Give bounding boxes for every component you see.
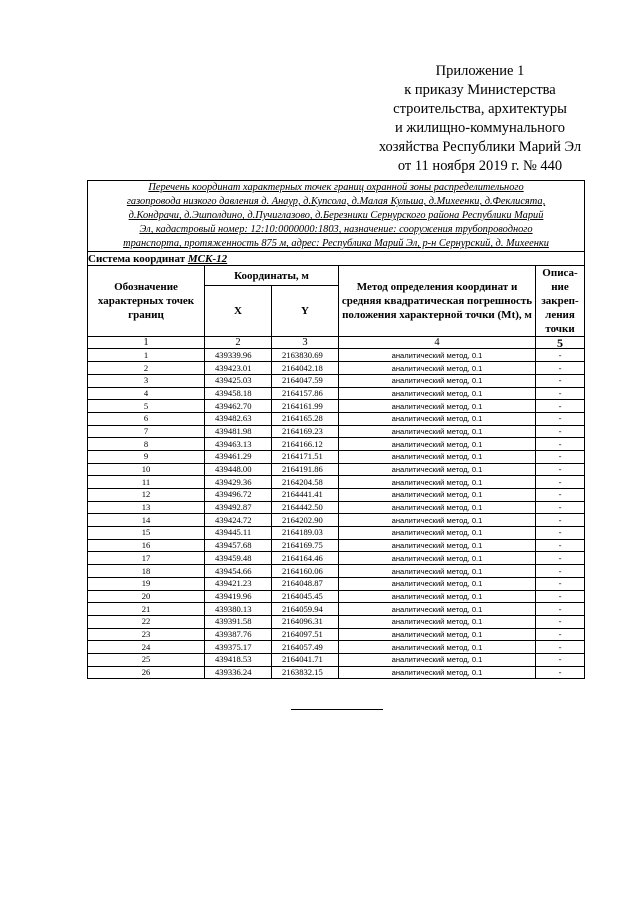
column-number: 5 xyxy=(536,337,585,349)
coordinate-system xyxy=(88,252,585,266)
coordinate-system-label: Система координат xyxy=(88,252,188,265)
description-cell: - xyxy=(536,438,585,451)
table-caption xyxy=(88,181,585,252)
caption-line: газопровода низкого давления д. Анаур, д.Купсола, д.Малая Кульша, д.Михеенки, д.Феклисята, xyxy=(126,196,546,208)
point-number-cell: 4 xyxy=(88,387,205,400)
x-coordinate-cell: 439429.36 xyxy=(205,476,272,489)
method-cell: аналитический метод, 0.1 xyxy=(339,552,536,565)
appendix-line: к приказу Министерства xyxy=(404,82,556,98)
table-row xyxy=(88,425,585,438)
point-number-cell: 11 xyxy=(88,476,205,489)
table-row xyxy=(88,476,585,489)
description-cell: - xyxy=(536,387,585,400)
table-row xyxy=(88,400,585,413)
description-cell: - xyxy=(536,362,585,375)
y-coordinate-cell: 2164165.28 xyxy=(272,412,339,425)
x-coordinate-cell: 439492.87 xyxy=(205,501,272,514)
x-coordinate-cell: 439459.48 xyxy=(205,552,272,565)
table-row xyxy=(88,501,585,514)
table-caption-row xyxy=(88,181,585,252)
table-row xyxy=(88,628,585,641)
y-coordinate-cell: 2163830.69 xyxy=(272,349,339,362)
caption-line: Перечень координат характерных точек границ охранной зоны распределительного xyxy=(148,182,524,193)
x-coordinate-cell: 439482.63 xyxy=(205,412,272,425)
coordinate-system-row xyxy=(88,252,585,266)
description-cell: - xyxy=(536,628,585,641)
y-coordinate-cell: 2164096.31 xyxy=(272,615,339,628)
method-cell: аналитический метод, 0.1 xyxy=(339,501,536,514)
header-coords: Координаты, м xyxy=(205,266,339,286)
table-row xyxy=(88,577,585,590)
point-number-cell: 25 xyxy=(88,653,205,666)
x-coordinate-cell: 439423.01 xyxy=(205,362,272,375)
point-number-cell: 2 xyxy=(88,362,205,375)
y-coordinate-cell: 2164059.94 xyxy=(272,603,339,616)
method-cell: аналитический метод, 0.1 xyxy=(339,412,536,425)
description-cell: - xyxy=(536,565,585,578)
y-coordinate-cell: 2163832.15 xyxy=(272,666,339,679)
method-cell: аналитический метод, 0.1 xyxy=(339,374,536,387)
x-coordinate-cell: 439380.13 xyxy=(205,603,272,616)
x-coordinate-cell: 439391.58 xyxy=(205,615,272,628)
method-cell: аналитический метод, 0.1 xyxy=(339,450,536,463)
x-coordinate-cell: 439448.00 xyxy=(205,463,272,476)
y-coordinate-cell: 2164161.99 xyxy=(272,400,339,413)
x-coordinate-cell: 439387.76 xyxy=(205,628,272,641)
method-cell: аналитический метод, 0.1 xyxy=(339,349,536,362)
description-cell: - xyxy=(536,412,585,425)
description-cell: - xyxy=(536,666,585,679)
y-coordinate-cell: 2164202.90 xyxy=(272,514,339,527)
x-coordinate-cell: 439424.72 xyxy=(205,514,272,527)
column-number: 3 xyxy=(272,337,339,349)
point-number-cell: 20 xyxy=(88,590,205,603)
x-coordinate-cell: 439375.17 xyxy=(205,641,272,654)
x-coordinate-cell: 439463.13 xyxy=(205,438,272,451)
method-cell: аналитический метод, 0.1 xyxy=(339,641,536,654)
point-number-cell: 18 xyxy=(88,565,205,578)
method-cell: аналитический метод, 0.1 xyxy=(339,489,536,502)
x-coordinate-cell: 439481.98 xyxy=(205,425,272,438)
description-cell: - xyxy=(536,603,585,616)
y-coordinate-cell: 2164057.49 xyxy=(272,641,339,654)
point-number-cell: 6 xyxy=(88,412,205,425)
description-cell: - xyxy=(536,450,585,463)
y-coordinate-cell: 2164191.86 xyxy=(272,463,339,476)
caption-line: Эл, кадастровый номер: 12:10:0000000:1803, назначение: сооружения трубопроводного xyxy=(139,224,533,236)
point-number-cell: 22 xyxy=(88,615,205,628)
y-coordinate-cell: 2164171.51 xyxy=(272,450,339,463)
point-number-cell: 14 xyxy=(88,514,205,527)
point-number-cell: 26 xyxy=(88,666,205,679)
table-row xyxy=(88,362,585,375)
point-number-cell: 24 xyxy=(88,641,205,654)
y-coordinate-cell: 2164041.71 xyxy=(272,653,339,666)
table-row xyxy=(88,565,585,578)
description-cell: - xyxy=(536,653,585,666)
description-cell: - xyxy=(536,374,585,387)
x-coordinate-cell: 439445.11 xyxy=(205,527,272,540)
x-coordinate-cell: 439336.24 xyxy=(205,666,272,679)
method-cell: аналитический метод, 0.1 xyxy=(339,603,536,616)
table-row xyxy=(88,387,585,400)
table-row xyxy=(88,539,585,552)
method-cell: аналитический метод, 0.1 xyxy=(339,362,536,375)
method-cell: аналитический метод, 0.1 xyxy=(339,476,536,489)
method-cell: аналитический метод, 0.1 xyxy=(339,539,536,552)
y-coordinate-cell: 2164157.86 xyxy=(272,387,339,400)
point-number-cell: 5 xyxy=(88,400,205,413)
table-row xyxy=(88,527,585,540)
method-cell: аналитический метод, 0.1 xyxy=(339,590,536,603)
table-row xyxy=(88,438,585,451)
point-number-cell: 13 xyxy=(88,501,205,514)
point-number-cell: 9 xyxy=(88,450,205,463)
description-cell: - xyxy=(536,514,585,527)
y-coordinate-cell: 2164442.50 xyxy=(272,501,339,514)
y-coordinate-cell: 2164160.06 xyxy=(272,565,339,578)
y-coordinate-cell: 2164047.59 xyxy=(272,374,339,387)
method-cell: аналитический метод, 0.1 xyxy=(339,400,536,413)
method-cell: аналитический метод, 0.1 xyxy=(339,438,536,451)
table-row xyxy=(88,653,585,666)
table-row xyxy=(88,641,585,654)
point-number-cell: 7 xyxy=(88,425,205,438)
table-row xyxy=(88,463,585,476)
table-row xyxy=(88,615,585,628)
description-cell: - xyxy=(536,400,585,413)
coordinates-table xyxy=(87,180,585,679)
table-row xyxy=(88,412,585,425)
x-coordinate-cell: 439458.18 xyxy=(205,387,272,400)
y-coordinate-cell: 2164048.87 xyxy=(272,577,339,590)
point-number-cell: 16 xyxy=(88,539,205,552)
x-coordinate-cell: 439418.53 xyxy=(205,653,272,666)
x-coordinate-cell: 439496.72 xyxy=(205,489,272,502)
header-x: X xyxy=(205,286,272,337)
appendix-line: от 11 ноября 2019 г. № 440 xyxy=(397,158,563,174)
y-coordinate-cell: 2164097.51 xyxy=(272,628,339,641)
description-cell: - xyxy=(536,489,585,502)
y-coordinate-cell: 2164441.41 xyxy=(272,489,339,502)
appendix-line: строительства, архитектуры xyxy=(393,101,567,117)
caption-line: д.Кондрачи, д.Эшполдино, д.Пучиглазово, д.Березники Сернурского района Республики Марий xyxy=(128,210,544,222)
appendix-line: и жилищно-коммунального xyxy=(394,120,566,136)
column-number: 4 xyxy=(339,337,536,349)
method-cell: аналитический метод, 0.1 xyxy=(339,425,536,438)
appendix-line: хозяйства Республики Марий Эл xyxy=(378,139,582,155)
header-row-1 xyxy=(88,266,585,286)
point-number-cell: 15 xyxy=(88,527,205,540)
description-cell: - xyxy=(536,501,585,514)
table-row xyxy=(88,450,585,463)
x-coordinate-cell: 439419.96 xyxy=(205,590,272,603)
x-coordinate-cell: 439457.68 xyxy=(205,539,272,552)
table-row xyxy=(88,489,585,502)
x-coordinate-cell: 439339.96 xyxy=(205,349,272,362)
y-coordinate-cell: 2164164.46 xyxy=(272,552,339,565)
method-cell: аналитический метод, 0.1 xyxy=(339,577,536,590)
description-cell: - xyxy=(536,463,585,476)
y-coordinate-cell: 2164204.58 xyxy=(272,476,339,489)
x-coordinate-cell: 439461.29 xyxy=(205,450,272,463)
point-number-cell: 17 xyxy=(88,552,205,565)
method-cell: аналитический метод, 0.1 xyxy=(339,666,536,679)
table-row xyxy=(88,349,585,362)
description-cell: - xyxy=(536,349,585,362)
description-cell: - xyxy=(536,476,585,489)
y-coordinate-cell: 2164169.75 xyxy=(272,539,339,552)
header-y: Y xyxy=(272,286,339,337)
description-cell: - xyxy=(536,539,585,552)
method-cell: аналитический метод, 0.1 xyxy=(339,514,536,527)
caption-line: транспорта, протяженность 875 м, адрес: Республика Марий Эл, р-н Сернурский, д. Михеенки xyxy=(123,238,549,250)
method-cell: аналитический метод, 0.1 xyxy=(339,387,536,400)
appendix-line: Приложение 1 xyxy=(435,63,525,79)
method-cell: аналитический метод, 0.1 xyxy=(339,615,536,628)
table-row xyxy=(88,374,585,387)
table-row xyxy=(88,603,585,616)
method-cell: аналитический метод, 0.1 xyxy=(339,653,536,666)
method-cell: аналитический метод, 0.1 xyxy=(339,527,536,540)
appendix-header xyxy=(330,62,630,176)
point-number-cell: 23 xyxy=(88,628,205,641)
table-row xyxy=(88,590,585,603)
point-number-cell: 21 xyxy=(88,603,205,616)
y-coordinate-cell: 2164042.18 xyxy=(272,362,339,375)
x-coordinate-cell: 439454.66 xyxy=(205,565,272,578)
point-number-cell: 10 xyxy=(88,463,205,476)
signature-line xyxy=(291,709,383,710)
description-cell: - xyxy=(536,552,585,565)
column-number: 1 xyxy=(88,337,205,349)
description-cell: - xyxy=(536,527,585,540)
x-coordinate-cell: 439421.23 xyxy=(205,577,272,590)
point-number-cell: 8 xyxy=(88,438,205,451)
column-number-row xyxy=(88,337,585,349)
method-cell: аналитический метод, 0.1 xyxy=(339,463,536,476)
point-number-cell: 19 xyxy=(88,577,205,590)
y-coordinate-cell: 2164045.45 xyxy=(272,590,339,603)
point-number-cell: 3 xyxy=(88,374,205,387)
column-number: 2 xyxy=(205,337,272,349)
coordinate-system-value: МСК-12 xyxy=(187,252,228,265)
description-cell: - xyxy=(536,425,585,438)
header-point: Обозначение характерных точек границ xyxy=(88,266,205,337)
table-row xyxy=(88,666,585,679)
x-coordinate-cell: 439425.03 xyxy=(205,374,272,387)
y-coordinate-cell: 2164166.12 xyxy=(272,438,339,451)
y-coordinate-cell: 2164169.23 xyxy=(272,425,339,438)
x-coordinate-cell: 439462.70 xyxy=(205,400,272,413)
method-cell: аналитический метод, 0.1 xyxy=(339,628,536,641)
description-cell: - xyxy=(536,577,585,590)
header-description: Описа-ние закреп-ления точки xyxy=(536,266,585,337)
table-row xyxy=(88,552,585,565)
point-number-cell: 12 xyxy=(88,489,205,502)
header-method: Метод определения координат и средняя квадратическая погрешность положения характерной точки (Mt), м xyxy=(339,266,536,337)
y-coordinate-cell: 2164189.03 xyxy=(272,527,339,540)
method-cell: аналитический метод, 0.1 xyxy=(339,565,536,578)
table-row xyxy=(88,514,585,527)
description-cell: - xyxy=(536,641,585,654)
point-number-cell: 1 xyxy=(88,349,205,362)
description-cell: - xyxy=(536,590,585,603)
description-cell: - xyxy=(536,615,585,628)
